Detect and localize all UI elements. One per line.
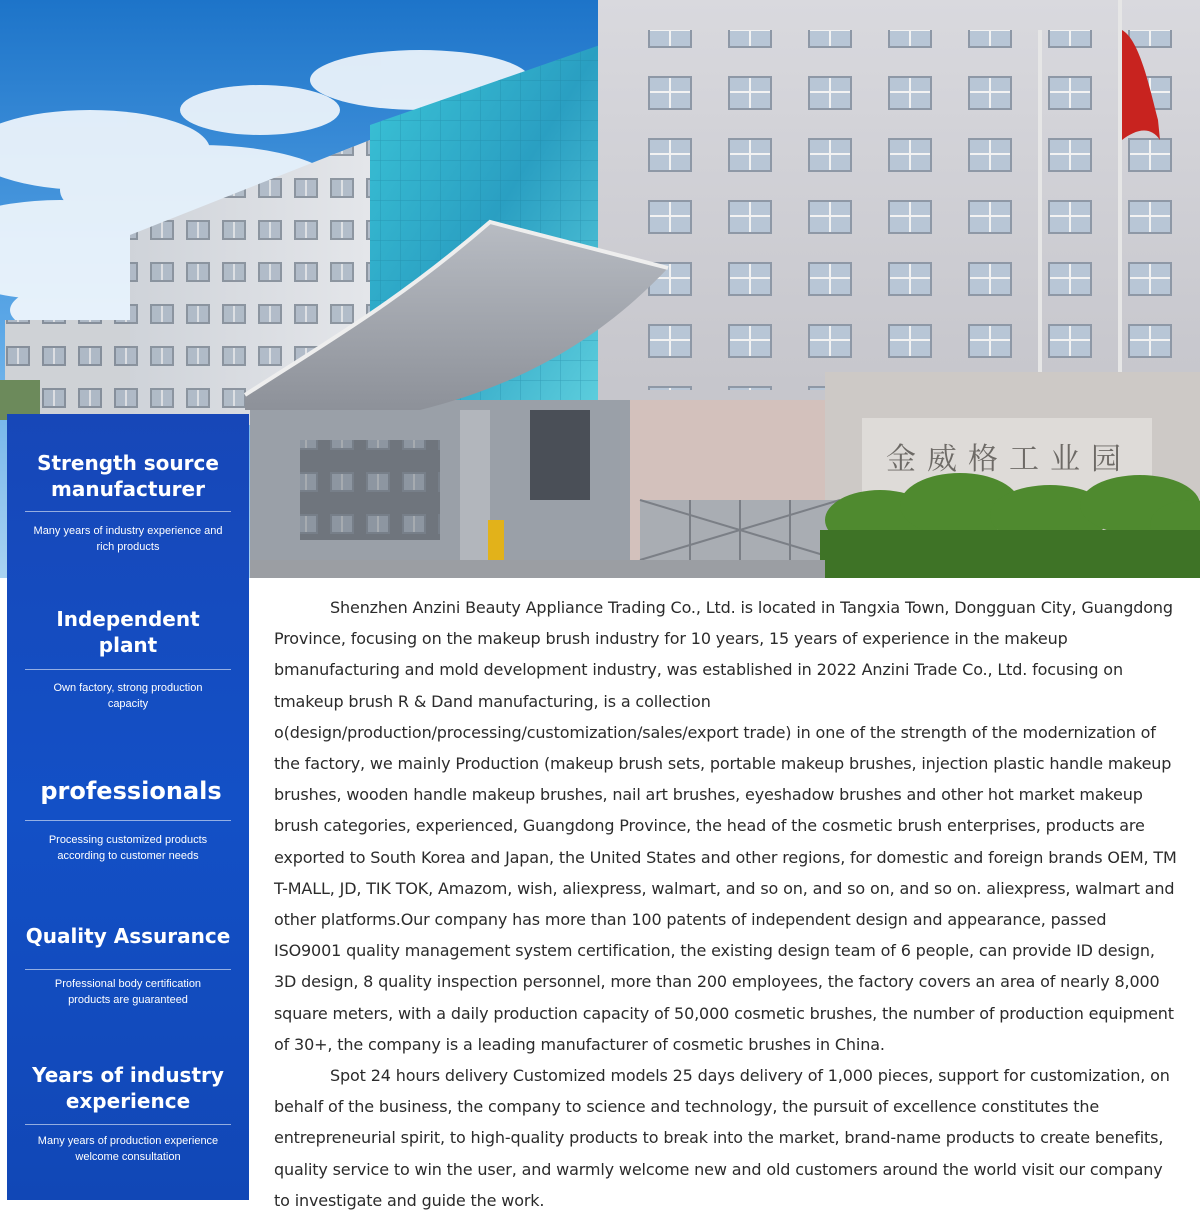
description-paragraph-2: Spot 24 hours delivery Customized models 25 days delivery of 1,000 pieces, support for customization, on behalf of the business, the company to science and technology, the pursuit of excellence constitutes the entrepreneurial spirit, to high-quality products to break into the market, brand-name products to create benefits, quality service to win the user, and warmly welcome new and old customers around the world visit our company to investigate and guide the work. [274, 1066, 1170, 1210]
park-sign-text: 金威格工业园 [886, 442, 1132, 477]
feature-divider [25, 511, 231, 512]
feature-desc: Processing customized products according to customer needs [48, 834, 208, 862]
feature-years-experience [7, 1062, 249, 1165]
feature-title: professionals [40, 777, 222, 805]
feature-quality-assurance [7, 923, 249, 1008]
feature-divider [25, 820, 231, 821]
feature-desc: Professional body certification products are guaranteed [54, 978, 202, 1006]
feature-desc: Many years of industry experience and rich products [33, 525, 223, 553]
feature-desc: Many years of production experience welcome consultation [37, 1135, 219, 1163]
features-panel [7, 414, 249, 1200]
feature-independent-plant [7, 606, 249, 712]
feature-title: Years of industry experience [32, 1063, 224, 1113]
feature-divider [25, 969, 231, 970]
company-description [274, 592, 1178, 1216]
feature-title: Quality Assurance [25, 924, 231, 948]
feature-title: Independent plant [56, 607, 200, 657]
description-paragraph-1: Shenzhen Anzini Beauty Appliance Trading Co., Ltd. is located in Tangxia Town, Dongguan City, Guangdong Province, focusing on the makeup brush industry for 10 years, 15 years of experience in the makeup bmanufacturing and mold development industry, was established in 2022 Anzini Trade Co., Ltd. focusing on tmakeup brush R & Dand manufacturing, is a collection o(design/production/processing/customization/sales/export trade) in one of the strength of the modernization of the factory, we mainly Production (makeup brush sets, portable makeup brushes, injection plastic handle makeup brushes, wooden handle makeup brushes, nail art brushes, eyeshadow brushes and other hot market makeup brush categories, experienced, Guangdong Province, the head of the cosmetic brush enterprises, products are exported to South Korea and Japan, the United States and other regions, for domestic and foreign brands OEM, TM T-MALL, JD, TIK TOK, Amazom, wish, aliexpress, walmart, and so on, and so on, and so on. aliexpress, walmart and other platforms.Our company has more than 100 patents of independent design and appearance, passed ISO9001 quality management system certification, the existing design team of 6 people, can provide ID design, 3D design, 8 quality inspection personnel, more than 200 employees, the factory covers an area of nearly 8,000 square meters, with a daily production capacity of 50,000 cosmetic brushes, the number of production equipment of 30+, the company is a leading manufacturer of cosmetic brushes in China. [274, 598, 1177, 1054]
feature-professionals [7, 776, 249, 864]
feature-desc: Own factory, strong production capacity [53, 682, 203, 710]
feature-divider [25, 669, 231, 670]
feature-divider [25, 1124, 231, 1125]
feature-title: Strength source manufacturer [37, 451, 219, 501]
feature-strength-source [7, 450, 249, 555]
